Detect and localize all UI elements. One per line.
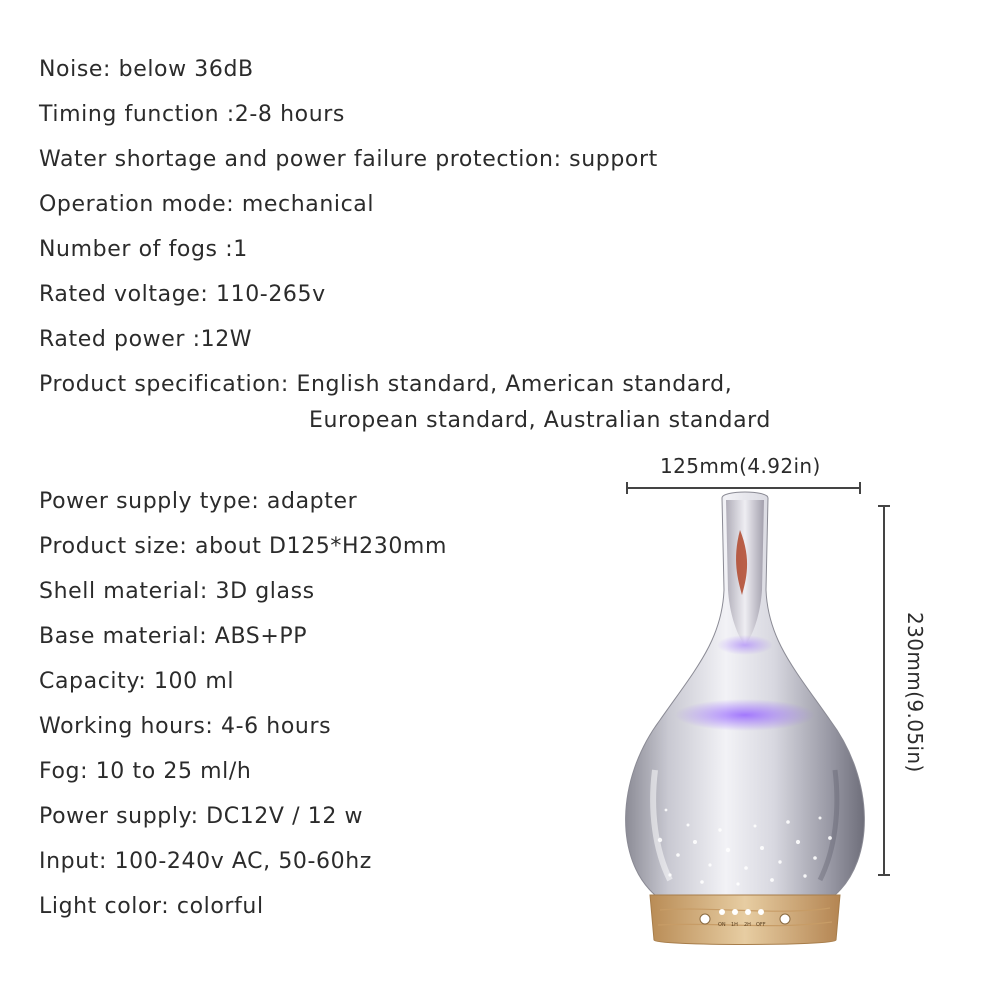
spec-shell-material: Shell material: 3D glass	[39, 579, 315, 604]
diffuser-product-image	[600, 470, 890, 960]
spec-fog: Fog: 10 to 25 ml/h	[39, 759, 252, 784]
width-dimension-label: 125mm(4.92in)	[660, 454, 821, 478]
spec-rated-voltage: Rated voltage: 110-265v	[39, 282, 326, 307]
spec-product-specification-cont: European standard, Australian standard	[309, 408, 771, 433]
spec-power-supply-type: Power supply type: adapter	[39, 489, 358, 514]
spec-fogs: Number of fogs :1	[39, 237, 248, 262]
glass-vase	[626, 492, 865, 895]
base-label-1h: 1H	[731, 922, 738, 928]
spec-rated-power: Rated power :12W	[39, 327, 253, 352]
spec-capacity: Capacity: 100 ml	[39, 669, 235, 694]
spec-product-specification: Product specification: English standard, American standard,	[39, 372, 733, 397]
spec-light-color: Light color: colorful	[39, 894, 264, 919]
spec-working-hours: Working hours: 4-6 hours	[39, 714, 332, 739]
spec-operation-mode: Operation mode: mechanical	[39, 192, 375, 217]
spec-protection: Water shortage and power failure protection: support	[39, 147, 658, 172]
spec-base-material: Base material: ABS+PP	[39, 624, 308, 649]
base-label-2h: 2H	[744, 922, 751, 928]
spec-noise: Noise: below 36dB	[39, 57, 254, 82]
wooden-base	[650, 895, 840, 945]
height-dimension-label: 230mm(9.05in)	[903, 612, 927, 773]
base-label-off: OFF	[756, 922, 766, 928]
spec-power-supply: Power supply: DC12V / 12 w	[39, 804, 364, 829]
spec-timing: Timing function :2-8 hours	[39, 102, 345, 127]
base-label-on: ON	[718, 922, 726, 928]
spec-product-size: Product size: about D125*H230mm	[39, 534, 447, 559]
spec-input: Input: 100-240v AC, 50-60hz	[39, 849, 372, 874]
